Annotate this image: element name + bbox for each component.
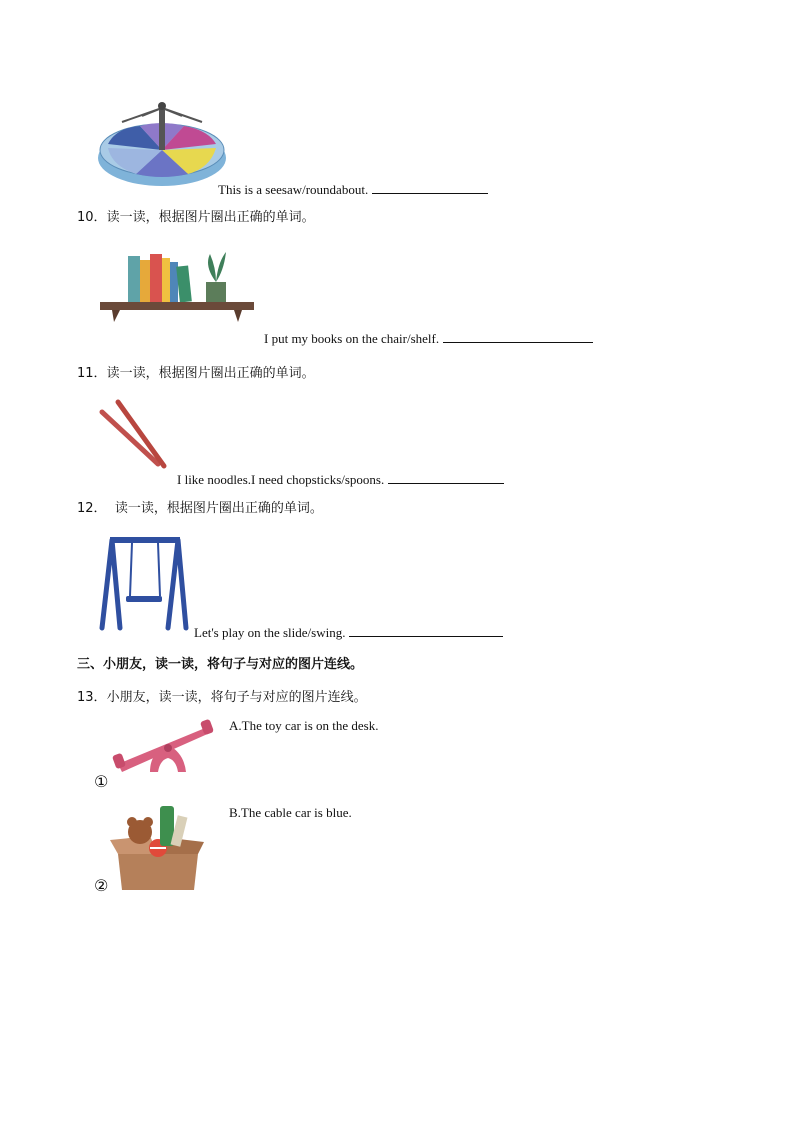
question-number: 13 (77, 690, 94, 705)
question-11: 11．读一读，根据图片圈出正确的单词。 (77, 366, 315, 381)
sentence-chopsticks: I like noodles.I need chopsticks/spoons. (177, 472, 385, 487)
question-instruction: 读一读，根据图片圈出正确的单词。 (114, 501, 323, 516)
option-a (229, 718, 378, 734)
seesaw-image (112, 714, 216, 780)
question-number: 12 (77, 501, 94, 516)
chopsticks-image (98, 398, 168, 470)
option-b (229, 805, 352, 821)
question-number: 11 (77, 366, 94, 381)
question-number: 10 (77, 210, 94, 225)
option-text: The cable car is blue. (240, 805, 352, 820)
roundabout-image (96, 98, 228, 190)
question-13: 13．小朋友，读一读，将句子与对应的图片连线。 (77, 690, 367, 705)
question-instruction: 读一读，根据图片圈出正确的单词。 (106, 366, 315, 381)
answer-blank-roundabout[interactable] (372, 181, 488, 194)
sentence-roundabout: This is a seesaw/roundabout. (218, 182, 369, 197)
answer-blank-10[interactable] (443, 330, 593, 343)
question-instruction: 读一读，根据图片圈出正确的单词。 (106, 210, 315, 225)
question-12: 12． 读一读，根据图片圈出正确的单词。 (77, 501, 323, 516)
option-letter: A. (229, 718, 242, 733)
question-instruction: 小朋友，读一读，将句子与对应的图片连线。 (106, 690, 367, 705)
picture-label-1: ① (94, 772, 109, 791)
picture-label-2: ② (94, 876, 109, 895)
answer-blank-11[interactable] (388, 471, 504, 484)
swing-image (98, 534, 190, 632)
answer-blank-12[interactable] (349, 624, 503, 637)
section-3-heading: 三、小朋友，读一读，将句子与对应的图片连线。 (77, 657, 364, 672)
bookshelf-image (100, 248, 254, 326)
option-text: The toy car is on the desk. (241, 718, 379, 733)
sentence-bookshelf: I put my books on the chair/shelf. (264, 331, 440, 346)
option-letter: B. (229, 805, 241, 820)
sentence-swing: Let's play on the slide/swing. (194, 625, 346, 640)
question-10: 10．读一读，根据图片圈出正确的单词。 (77, 210, 315, 225)
toy-box-image (110, 802, 206, 892)
